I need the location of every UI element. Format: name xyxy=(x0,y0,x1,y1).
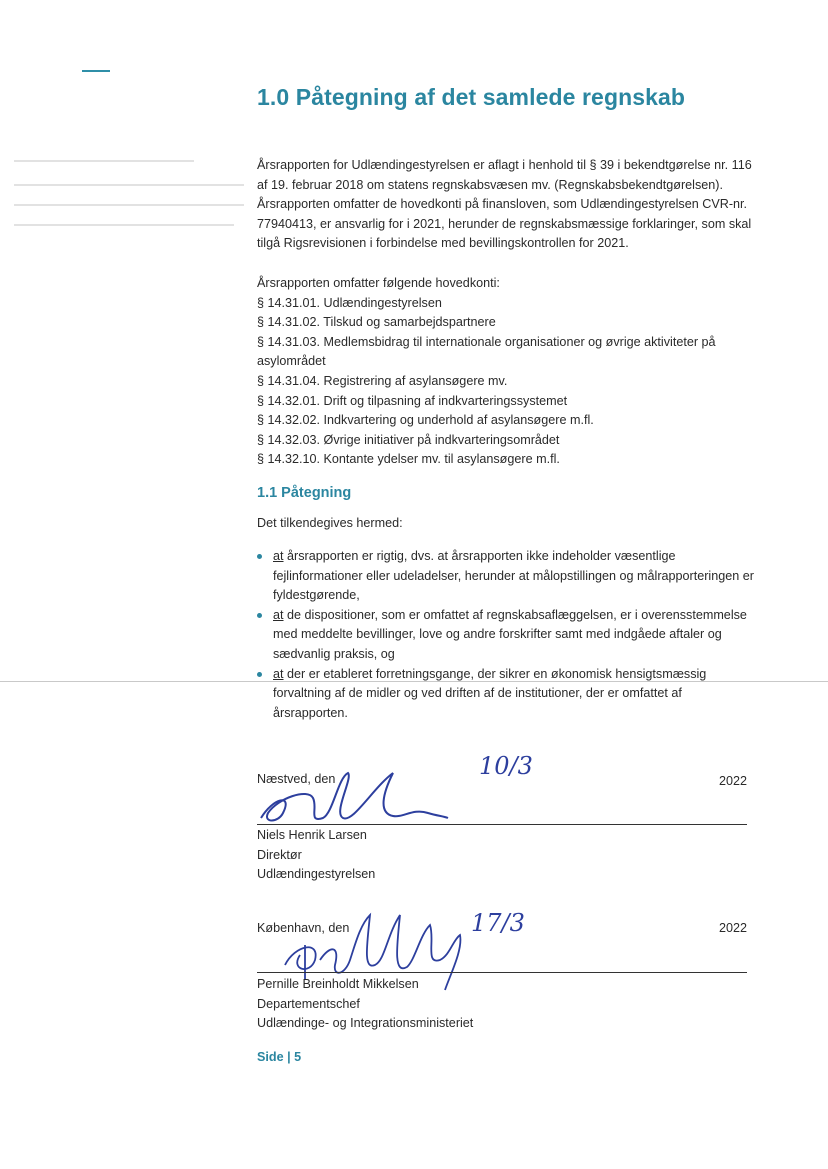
signatory-org: Udlændinge- og Integrationsministeriet xyxy=(257,1016,474,1031)
declaration-lead: Det tilkendegives hermed: xyxy=(257,516,403,530)
account-item: § 14.32.10. Kontante ydelser mv. til asylansøgere m.fl. xyxy=(257,452,560,467)
signature-block-2 xyxy=(257,909,747,1035)
declaration-item xyxy=(257,547,757,606)
declaration-list xyxy=(257,547,757,723)
declaration-text: årsrapporten er rigtig, dvs. at årsrapporten ikke indeholder væsentlige fejlinformationer eller udeladelser, herunder at målopstillingen og målrapporteringen er fyldestgørende, xyxy=(273,549,754,603)
declaration-item xyxy=(257,606,757,665)
page-title: 1.0 Påtegning af det samlede regnskab xyxy=(257,84,686,110)
signatory-title: Direktør xyxy=(257,847,302,862)
declaration-marker: at xyxy=(273,666,284,681)
account-item: § 14.32.01. Drift og tilpasning af indkvarteringssystemet xyxy=(257,393,568,408)
scan-artifact xyxy=(14,160,194,162)
signature-block-1 xyxy=(257,752,747,886)
signature-place: Næstved, den xyxy=(257,772,336,786)
signatory-name: Pernille Breinholdt Mikkelsen xyxy=(257,977,419,991)
declaration-item xyxy=(257,665,757,724)
signatory xyxy=(257,826,375,885)
declaration-marker: at xyxy=(273,607,284,622)
declaration-marker: at xyxy=(273,549,284,563)
handwritten-date: 17/3 xyxy=(471,909,525,937)
handwritten-date: 10/3 xyxy=(479,752,533,780)
signature-place: København, den xyxy=(257,921,350,935)
scan-artifact xyxy=(14,224,234,226)
signatory-name: Niels Henrik Larsen xyxy=(257,828,367,842)
page-number: Side | 5 xyxy=(257,1050,302,1064)
accounts-list xyxy=(257,274,757,470)
scan-artifact xyxy=(14,184,244,186)
signatory-org: Udlændingestyrelsen xyxy=(257,867,376,882)
declaration-text: de dispositioner, som er omfattet af regnskabsaflæggelsen, er i overensstemmelse med meddelte bevillinger, love og andre forskrifter samt med indgåede aftaler og sædvanlig praksis, og xyxy=(273,607,747,661)
account-item: § 14.32.02. Indkvartering og underhold af asylansøgere m.fl. xyxy=(257,413,594,428)
account-item: § 14.31.01. Udlændingestyrelsen xyxy=(257,295,442,310)
declaration-text: der er etableret forretningsgange, der sikrer en økonomisk hensigtsmæssig forvaltning af de midler og ved driften af de institutioner, der er omfattet af årsrapporten. xyxy=(273,666,707,720)
section-subheading: 1.1 Påtegning xyxy=(257,485,352,501)
signature-year: 2022 xyxy=(718,774,747,788)
scan-artifact xyxy=(14,204,244,206)
intro-paragraph: Årsrapporten for Udlændingestyrelsen er aflagt i henhold til § 39 i bekendtgørelse nr. 116 af 19. februar 2018 om statens regnskabsvæsen mv. (Regnskabsbekendtgørelsen). Årsrapporten omfatter de hovedkonti på finansloven, som Udlændingestyrelsen CVR-nr. 77940413, er ansvarlig for i 2021, herunder de regnskabsmæssige forklaringer, som skal tilgå Rigsrevisionen i forbindelse med bevillingskontrollen for 2021. xyxy=(257,158,752,251)
account-item: § 14.31.02. Tilskud og samarbejdspartnere xyxy=(257,315,496,330)
signature-line xyxy=(257,824,747,825)
accounts-intro: Årsrapporten omfatter følgende hovedkonti: xyxy=(257,276,500,290)
account-item: § 14.31.04. Registrering af asylansøgere mv. xyxy=(257,373,508,388)
signature-line xyxy=(257,972,747,973)
header-accent-mark xyxy=(82,70,110,72)
handwritten-signature xyxy=(253,768,453,828)
signatory xyxy=(257,975,473,1034)
account-item: § 14.31.03. Medlemsbidrag til internationale organisationer og øvrige aktiviteter på asylområdet xyxy=(257,334,716,369)
signatory-title: Departementschef xyxy=(257,996,360,1011)
signature-year: 2022 xyxy=(718,921,747,935)
account-item: § 14.32.03. Øvrige initiativer på indkvarteringsområdet xyxy=(257,432,560,447)
